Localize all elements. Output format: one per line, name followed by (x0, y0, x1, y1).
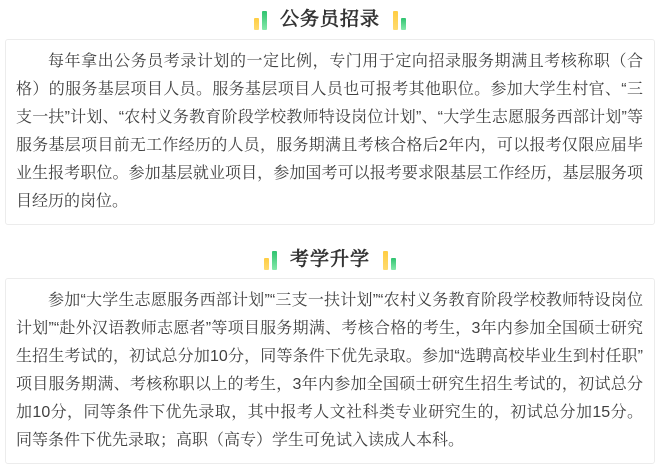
section-header (5, 248, 655, 272)
section-paragraph: 每年拿出公务员考录计划的一定比例，专门用于定向招录服务期满且考核称职（合格）的服务基层项目人员。服务基层项目人员也可报考其他职位。参加大学生村官、“三支一扶”计划、“农村义务教育阶段学校教师特设岗位计划”、“大学生志愿服务西部计划”等服务基层项目前无工作经历的人员，服务期满且考核合格后2年内，可以报考仅限应届毕业生报考职位。参加基层就业项目，参加国考可以报考要求限基层工作经历，基层服务项目经历的岗位。 (16, 53, 643, 210)
section-paragraph: 参加“大学生志愿服务西部计划”“三支一扶计划”“农村义务教育阶段学校教师特设岗位计划”“赴外汉语教师志愿者”等项目服务期满、考核合格的考生，3年内参加全国硕士研究生招生考试的，初试总分加10分，同等条件下优先录取。参加“选聘高校毕业生到村任职”项目服务期满、考核称职以上的考生，3年内参加全国硕士研究生招生考试的，初试总分加10分，同等条件下优先录取，其中报考人文社科类专业研究生的，初试总分加15分。同等条件下优先录取；高职（高专）学生可免试入读成人本科。 (16, 292, 643, 449)
bar-green (401, 18, 406, 30)
bar-chart-icon (383, 251, 396, 270)
section-content-box (5, 278, 655, 464)
bar-yellow (254, 18, 259, 30)
section-education-advancement (5, 248, 655, 464)
bar-green (272, 251, 277, 270)
section-content-box (5, 39, 655, 225)
bar-green (262, 11, 267, 30)
section-header (5, 8, 655, 32)
bar-yellow (393, 11, 398, 30)
bar-chart-icon (393, 11, 406, 30)
section-title: 考学升学 (289, 249, 370, 270)
bar-yellow (383, 251, 388, 270)
bar-yellow (264, 258, 269, 270)
section-title: 公务员招录 (279, 9, 380, 30)
bar-chart-icon (254, 11, 267, 30)
section-civil-servant-recruitment (5, 8, 655, 225)
bar-green (391, 258, 396, 270)
bar-chart-icon (264, 251, 277, 270)
